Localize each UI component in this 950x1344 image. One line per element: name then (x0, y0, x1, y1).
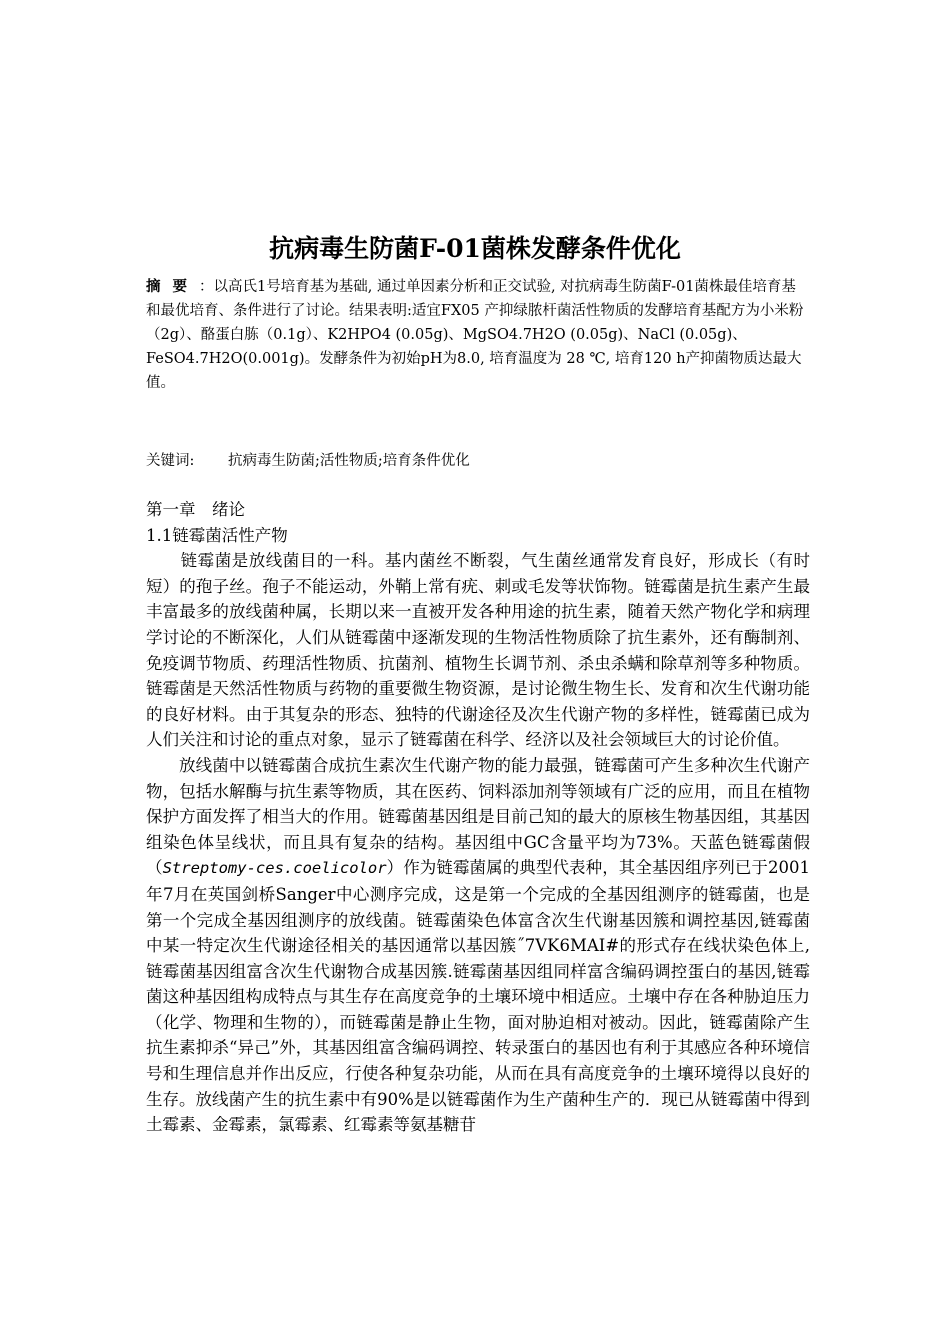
paragraph-2-part-2: ）作为链霉菌属的典型代表种，其全基因组序列已于2001年7月在英国剑桥Sanger中心测序完成，这是第一个完成的全基因组测序的链霉菌，也是第一个完成全基因组测序的放线菌。链霉菌染色体富含次生代谢基因簇和调控基因,链霉菌中某一特定次生代谢途径相关的基因通常以基因簇˝7VK6MAI#的形式存在线状染色体上,链霉菌基因组富含次生代谢物合成基因簇.链霉菌基因组同样富含编码调控蛋白的基因,链霉菌这种基因组构成特点与其生存在高度竞争的土壤环境中相适应。土壤中存在各种胁迫压力（化学、物理和生物的），而链霉菌是静止生物，面对胁迫相对被动。因此，链霉菌除产生抗生素抑杀“异己”外，其基因组富含编码调控、转录蛋白的基因也有利于其感应各种环境信号和生理信息并作出反应，行使各种复杂功能，从而在具有高度竞争的土壤环境得以良好的生存。放线菌产生的抗生素中有90%是以链霉菌作为生产菌种生产的．现已从链霉菌中得到土霉素、金霉素，氯霉素、红霉素等氨基糖苷 (146, 858, 811, 1135)
paragraph-1: 链霉菌是放线菌目的一科。基内菌丝不断裂，气生菌丝通常发育良好，形成长（有时短）的孢子丝。孢子不能运动，外鞘上常有疣、刺或毛发等状饰物。链霉菌是抗生素产生最丰富最多的放线菌种属，长期以来一直被开发各种用途的抗生素，随着天然产物化学和病理学讨论的不断深化，人们从链霉菌中逐渐发现的生物活性物质除了抗生素外，还有酶制剂、免疫调节物质、药理活性物质、抗菌剂、植物生长调节剂、杀虫杀螨和除草剂等多种物质。链霉菌是天然活性物质与药物的重要微生物资源，是讨论微生物生长、发育和次生代谢功能的良好材料。由于其复杂的形态、独特的代谢途径及次生代谢产物的多样性，链霉菌已成为人们关注和讨论的重点对象，显示了链霉菌在科学、经济以及社会领域巨大的讨论价值。 (146, 551, 810, 750)
abstract-label: 摘要 (146, 278, 199, 295)
keywords (146, 449, 810, 473)
section-heading: 1.1链霉菌活性产物 (146, 525, 288, 545)
body-text (146, 497, 810, 1138)
species-name: Streptomy-ces.coelicolor (162, 859, 387, 878)
abstract-text: ：以高氏1号培育基为基础, 通过单因素分析和正交试验, 对抗病毒生防菌F-01菌株最佳培育基和最优培育、条件进行了讨论。结果表明:适宜FX05 产抑绿脓杆菌活性物质的发酵培育基配方为小米粉（2g）、酪蛋白胨（0.1g）、K2HPO4 (0.05g)、MgSO4.7H2O (0.05g)、NaCl (0.05g)、FeSO4.7H2O(0.001g)。发酵条件为初始pH为8.0, 培育温度为 28 ℃, 培育120 h产抑菌物质达最大值。 (146, 279, 804, 391)
keywords-text: 抗病毒生防菌;活性物质;培育条件优化 (228, 453, 470, 469)
keywords-label: 关键词: (146, 453, 195, 469)
chapter-heading: 第一章 绪论 (146, 500, 245, 519)
paragraph-2-part-1: 放线菌中以链霉菌合成抗生素次生代谢产物的能力最强，链霉菌可产生多种次生代谢产物，包括水解酶与抗生素等物质，其在医药、饲料添加剂等领域有广泛的应用，而且在植物保护方面发挥了相当大的作用。链霉菌基因组是目前己知的最大的原核生物基因组，其基因组染色体呈线状，而且具有复杂的结构。基因组中GC含量平均为73%。天蓝色链霉菌假（ (146, 755, 810, 878)
paragraph-2 (146, 753, 810, 1138)
abstract (146, 275, 810, 395)
document-title: 抗病毒生防菌F-01菌株发酵条件优化 (269, 234, 681, 263)
